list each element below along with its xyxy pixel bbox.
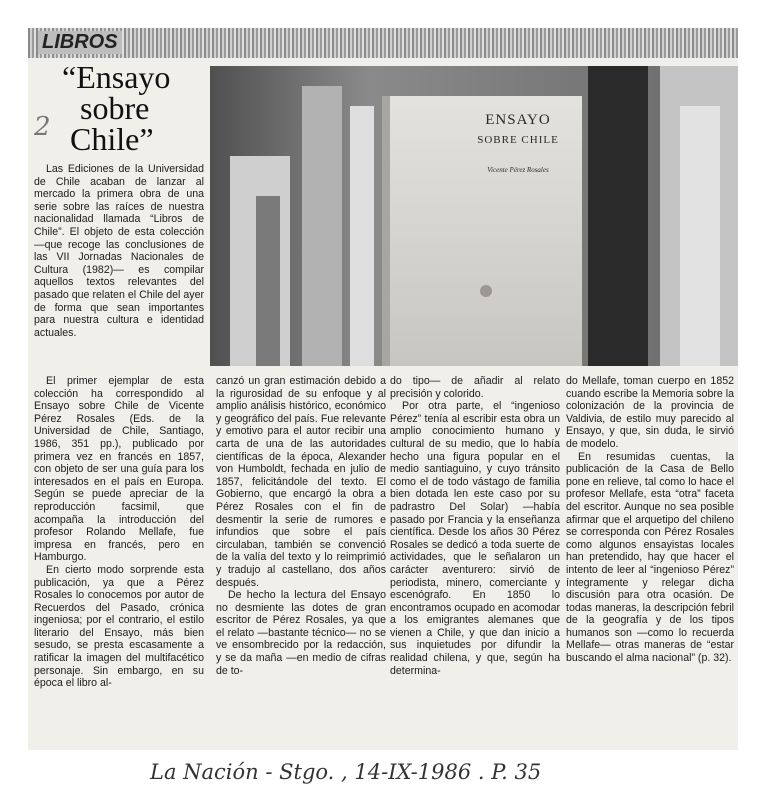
- paragraph: do tipo— de añadir al relato precisión y colorido.: [390, 375, 560, 400]
- paragraph: Por otra parte, el “ingenioso Pérez” tenía al escribir esta obra un amplio conocimiento humano y cultural de su medio, que lo había hecho una figura popular en el medio santiaguino, y cuyo tránsito como el de todo vástago de familia bien dotada len este caso por su padrastro Del Solar) —había pasado por Francia y la enseñanza científica. Desde los años 30 Pérez Rosales se dedicó a toda suerte de actividades, que le señalaron un carácter aventurero: sirvió de periodista, minero, comerciante y escenógrafo. En 1850 lo encontramos ocupado en acomodar a los emigrantes alemanes que vienen a Chile, y que dan inicio a sus inquietudes por difundir la realidad chilena, y que, según ha determina-: [390, 400, 560, 677]
- paragraph: Las Ediciones de la Universidad de Chile acaban de lanzar al mercado la primera obra de una serie sobre las raíces de nuestra nacionalidad llamada “Libros de Chile”. El objeto de esta colección —que recoge las conclusiones de las VII Jornadas Nacionales de Cultura (1982)— es compilar aquellos textos relevantes del pasado que relaten el Chile del ayer de forma que sean importantes para nuestra cultura e identidad actuales.: [34, 163, 204, 339]
- book-cover-author: Vicente Pérez Rosales: [487, 166, 549, 174]
- section-label: LIBROS: [38, 31, 122, 54]
- paragraph: canzó un gran estimación debido a la rigurosidad de su enfoque y al amplio análisis histórico, económico y geográfico del país. Fue relevante y emotivo para el autor recibir una carta de una de las autoridades científicas de la época, Alexander von Humboldt, fechada en julio de 1857, felicitándole del texto. El Gobierno, que encargó la obra a Pérez Rosales con el fin de desmentir la serie de rumores e infundios que sobre el país circulaban, también se convenció de la valía del texto y lo reimprimió y tradujo al castellano, dos años después.: [216, 375, 386, 589]
- article-column-1: [34, 375, 204, 690]
- section-header-bar: [28, 28, 738, 58]
- newspaper-clipping: [28, 28, 738, 750]
- paragraph: El primer ejemplar de esta colección ha correspondido al Ensayo sobre Chile de Vicente Pérez Rosales (Eds. de la Universidad de Chile, Santiago, 1986, 351 pp.), publicado por primera vez en francés en 1857, con objeto de ser una guía para los interesados en el país en Europa. Según se puede apreciar de la reproducción facsimil, que acompaña la introducción del profesor Rolando Mellafe, fue impresa en francés, pero en Hamburgo.: [34, 375, 204, 564]
- article-column-2: [216, 375, 386, 677]
- headline-line: sobre: [80, 90, 150, 126]
- headline: [62, 59, 212, 157]
- margin-mark: 2: [34, 112, 51, 142]
- headline-line: Chile”: [70, 121, 154, 157]
- article-column-3: [390, 375, 560, 677]
- book-cover-title: ENSAYO: [485, 112, 551, 128]
- book-photo: [210, 66, 738, 366]
- paragraph: En resumidas cuentas, la publicación de la Casa de Bello pone en relieve, tal como lo hace el profesor Mellafe, esta “otra” faceta del escritor. Aunque no sea posible afirmar que el arquetipo del chileno se corresponda con Pérez Rosales como algunos ensayistas locales han pretendido, hay que hacer el intento de leer al “ingenioso Pérez” íntegramente y relegar dicha discusión para otra ocasión. De todas maneras, la descripción febril de la geografía y de los tipos humanos son —como lo recuerda Mellafe— otras maneras de “estar buscando el alma nacional” (p. 32).: [566, 450, 734, 665]
- book-photo-graphic: [210, 66, 738, 366]
- headline-line: “Ensayo: [62, 59, 171, 95]
- paragraph: De hecho la lectura del Ensayo no desmiente las dotes de gran escritor de Pérez Rosales, ya que el relato —bastante técnico— no se ve ensombrecido por la redacción, y se da maña —en medio de cifras de to-: [216, 589, 386, 677]
- paragraph: do Mellafe, toman cuerpo en 1852 cuando escribe la Memoria sobre la colonización de la provincia de Valdivia, de estilo muy parecido al Ensayo, y que, sin duda, le sirvió de modelo.: [566, 375, 734, 450]
- book-cover-subtitle: SOBRE CHILE: [477, 134, 559, 146]
- handwritten-source-note: La Nación - Stgo. , 14-IX-1986 . P. 35: [150, 760, 542, 784]
- article-column-4: [566, 375, 734, 665]
- paragraph: En cierto modo sorprende esta publicación, ya que a Pérez Rosales lo conocemos por autor de Recuerdos del Pasado, crónica ingeniosa; por el contrario, el estilo literario del Ensayo, más bien sesudo, se presta escasamente a ratificar la imagen del multifacético personaje. Sin embargo, en su época el libro al-: [34, 563, 204, 690]
- intro-paragraph: [34, 163, 204, 339]
